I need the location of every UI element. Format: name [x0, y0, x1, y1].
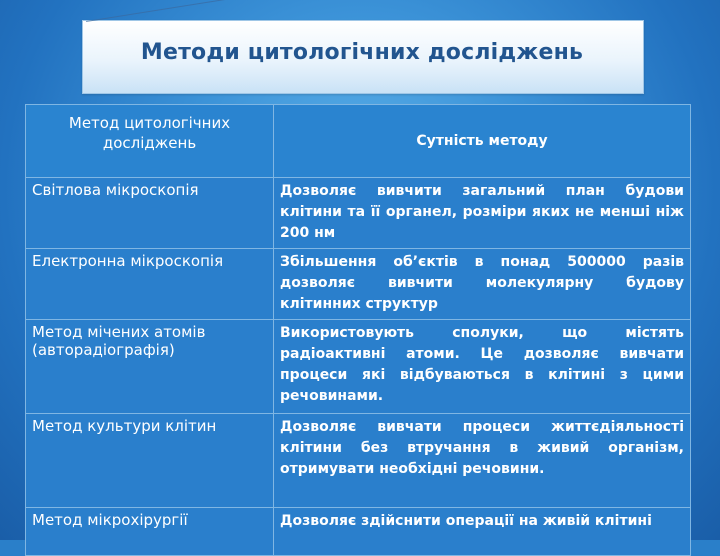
- header-essence: Сутність методу: [274, 105, 691, 178]
- table-row: [26, 320, 691, 414]
- row-essence: Збільшення об’єктів в понад 500000 разів дозволяє вивчити молекулярну будову клітинних структур: [274, 249, 691, 320]
- header-method: Метод цитологічних досліджень: [26, 105, 274, 178]
- row-method: Електронна мікроскопія: [26, 249, 274, 320]
- row-method: Метод культури клітин: [26, 414, 274, 508]
- table-row: [26, 414, 691, 508]
- row-method: Метод мікрохірургії: [26, 508, 274, 556]
- row-essence: Дозволяє вивчати процеси життєдіяльності клітини без втручання в живий організм, отримувати необхідні речовини.: [274, 414, 691, 508]
- slide-title: Методи цитологічних досліджень: [140, 40, 584, 65]
- row-essence: Дозволяє вивчити загальний план будови клітини та її органел, розміри яких не менші ніж 200 нм: [274, 178, 691, 249]
- row-method: Світлова мікроскопія: [26, 178, 274, 249]
- table-row: [26, 249, 691, 320]
- methods-table: [25, 104, 691, 556]
- row-essence: Дозволяє здійснити операції на живій клітині: [274, 508, 691, 556]
- table-row: [26, 508, 691, 556]
- row-essence: Використовують сполуки, що містять радіоактивні атоми. Це дозволяє вивчати процеси які відбуваються в клітині з цими речовинами.: [274, 320, 691, 414]
- table-header-row: [26, 105, 691, 178]
- row-method: Метод мічених атомів (авторадіографія): [26, 320, 274, 414]
- table-row: [26, 178, 691, 249]
